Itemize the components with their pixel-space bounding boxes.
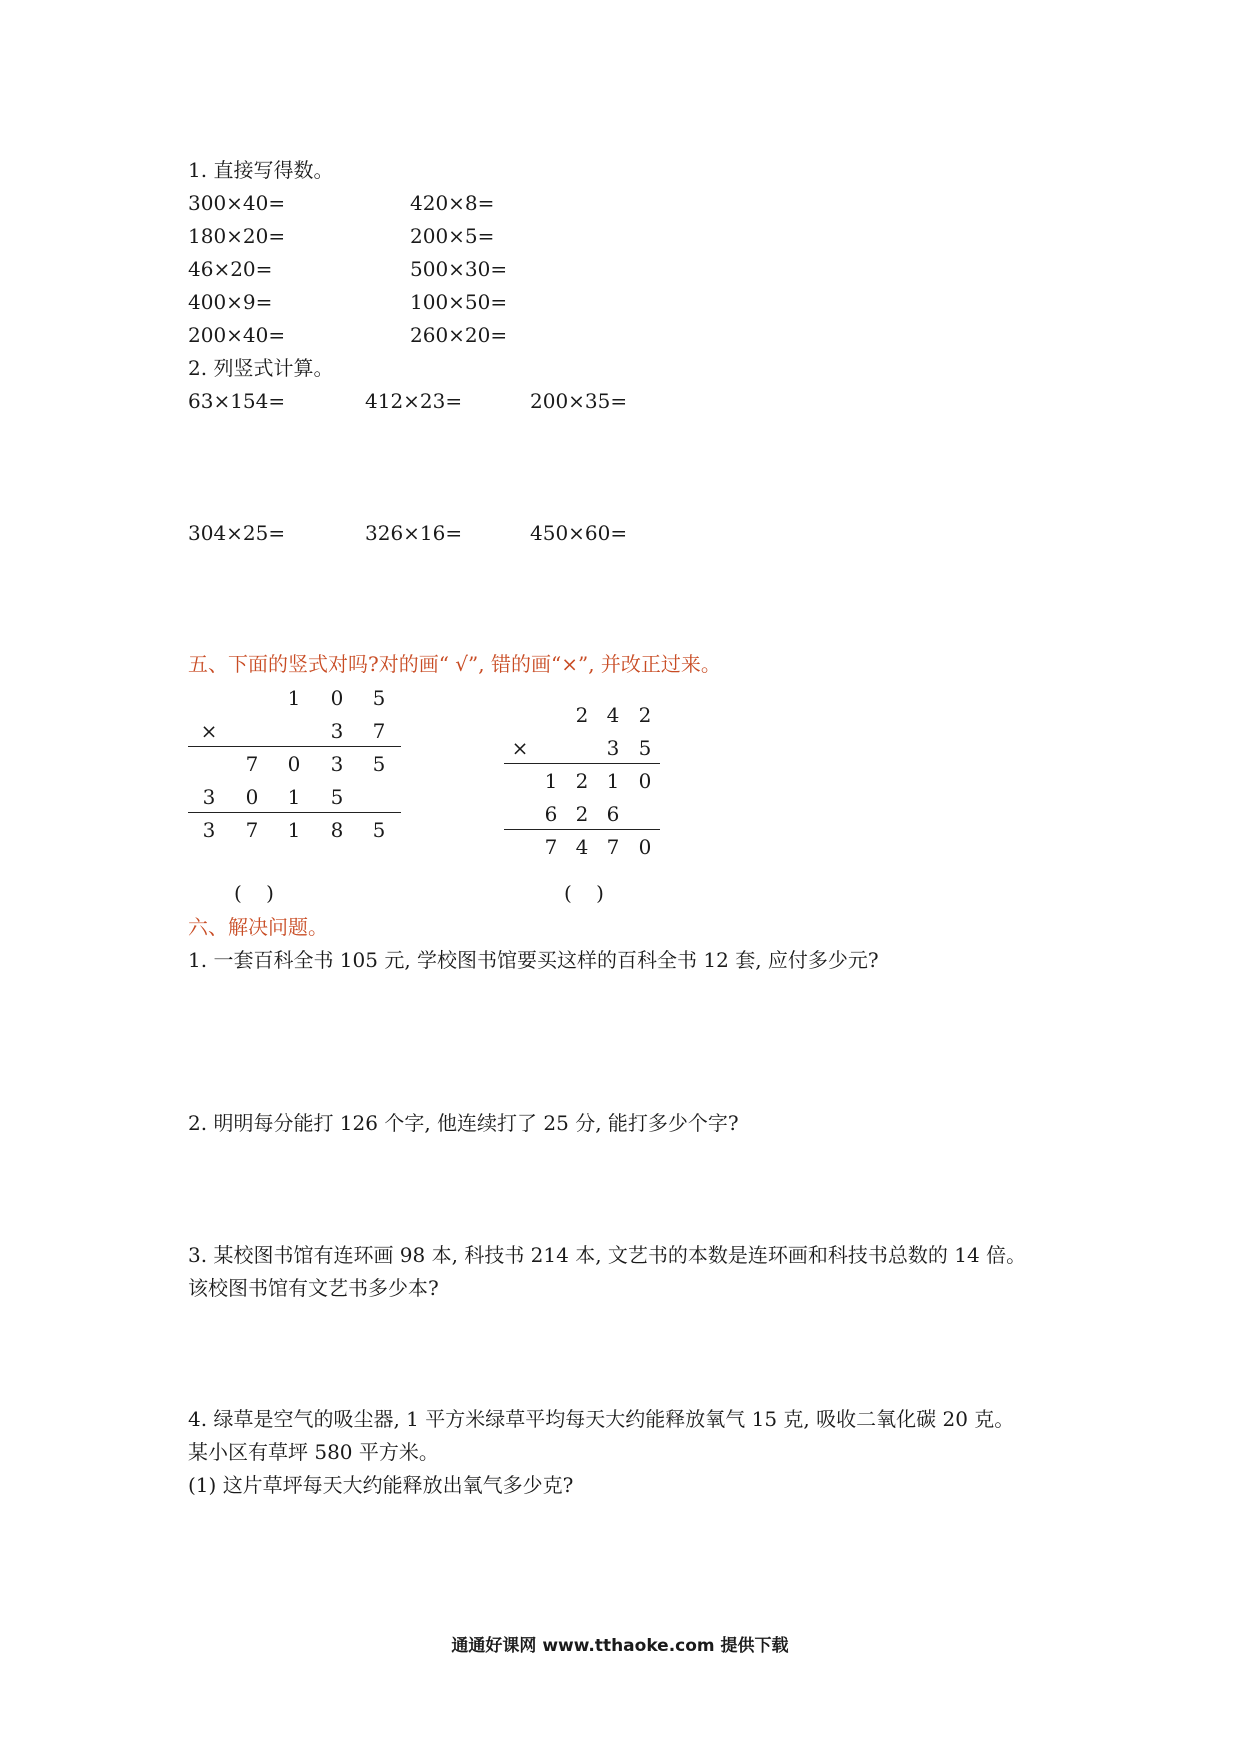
oral-problem: 500×30= [410, 257, 508, 281]
calc-digit: 7 [245, 818, 259, 842]
calc-rule [188, 746, 401, 747]
calc-digit: 3 [202, 785, 216, 809]
word-problem-2: 2. 明明每分能打 126 个字, 他连续打了 25 分, 能打多少个字? [188, 1111, 739, 1135]
calc-digit: 5 [372, 752, 386, 776]
calc-digit: 5 [330, 785, 344, 809]
part1-title: 1. 直接写得数。 [188, 158, 334, 182]
calc-digit: 7 [606, 835, 620, 859]
calc-digit: 0 [287, 752, 301, 776]
oral-problem: 420×8= [410, 191, 495, 215]
answer-parentheses[interactable]: ( ) [564, 881, 604, 905]
calc-digit: 1 [544, 769, 558, 793]
word-problem-4-sub1: (1) 这片草坪每天大约能释放出氧气多少克? [188, 1473, 574, 1497]
vertical-calc-problem: 200×35= [530, 389, 628, 413]
calc-rule [504, 763, 660, 764]
word-problem-4: 4. 绿草是空气的吸尘器, 1 平方米绿草平均每天大约能释放氧气 15 克, 吸收二氧化碳 20 克。 [188, 1407, 1015, 1431]
word-problem-4-cont: 某小区有草坪 580 平方米。 [188, 1440, 439, 1464]
word-problem-3: 3. 某校图书馆有连环画 98 本, 科技书 214 本, 文艺书的本数是连环画和科技书总数的 14 倍。 [188, 1243, 1027, 1267]
calc-digit: 1 [287, 818, 301, 842]
word-problem-1: 1. 一套百科全书 105 元, 学校图书馆要买这样的百科全书 12 套, 应付多少元? [188, 948, 879, 972]
oral-problem: 300×40= [188, 191, 286, 215]
calc-digit: 2 [575, 802, 589, 826]
section6-heading: 六、解决问题。 [188, 915, 328, 939]
calc-digit: 4 [575, 835, 589, 859]
calc-digit: 8 [330, 818, 344, 842]
calc-digit: 0 [638, 769, 652, 793]
calc-digit: 0 [245, 785, 259, 809]
calc-digit: 0 [638, 835, 652, 859]
oral-problem: 180×20= [188, 224, 286, 248]
vertical-calc-problem: 304×25= [188, 521, 286, 545]
word-problem-3-cont: 该校图书馆有文艺书多少本? [188, 1276, 439, 1300]
calc-digit: 2 [575, 769, 589, 793]
calc-digit: 3 [202, 818, 216, 842]
calc-rule [188, 812, 401, 813]
calc-digit: 1 [287, 686, 301, 710]
calc-digit: 4 [606, 703, 620, 727]
calc-rule [504, 829, 660, 830]
calc-digit: 1 [287, 785, 301, 809]
calc-digit: 5 [372, 686, 386, 710]
section5-heading: 五、下面的竖式对吗?对的画“ √”, 错的画“×”, 并改正过来。 [188, 652, 721, 676]
calc-digit: 6 [544, 802, 558, 826]
times-sign: × [511, 736, 529, 760]
oral-problem: 400×9= [188, 290, 273, 314]
calc-digit: 1 [606, 769, 620, 793]
oral-problem: 46×20= [188, 257, 273, 281]
calc-digit: 3 [330, 719, 344, 743]
calc-digit: 2 [638, 703, 652, 727]
oral-problem: 200×40= [188, 323, 286, 347]
calc-digit: 7 [245, 752, 259, 776]
calc-digit: 0 [330, 686, 344, 710]
calc-digit: 3 [606, 736, 620, 760]
calc-digit: 5 [372, 818, 386, 842]
oral-problem: 200×5= [410, 224, 495, 248]
calc-digit: 6 [606, 802, 620, 826]
vertical-calc-problem: 450×60= [530, 521, 628, 545]
calc-digit: 2 [575, 703, 589, 727]
vertical-calc-problem: 412×23= [365, 389, 463, 413]
calc-digit: 7 [372, 719, 386, 743]
calc-digit: 7 [544, 835, 558, 859]
calc-digit: 5 [638, 736, 652, 760]
vertical-calc-problem: 326×16= [365, 521, 463, 545]
oral-problem: 100×50= [410, 290, 508, 314]
calc-digit: 3 [330, 752, 344, 776]
vertical-calc-problem: 63×154= [188, 389, 286, 413]
answer-parentheses[interactable]: ( ) [234, 881, 274, 905]
part2-title: 2. 列竖式计算。 [188, 356, 334, 380]
oral-problem: 260×20= [410, 323, 508, 347]
footer-credit: 通通好课网 www.tthaoke.com 提供下载 [451, 1636, 789, 1656]
times-sign: × [200, 719, 218, 743]
